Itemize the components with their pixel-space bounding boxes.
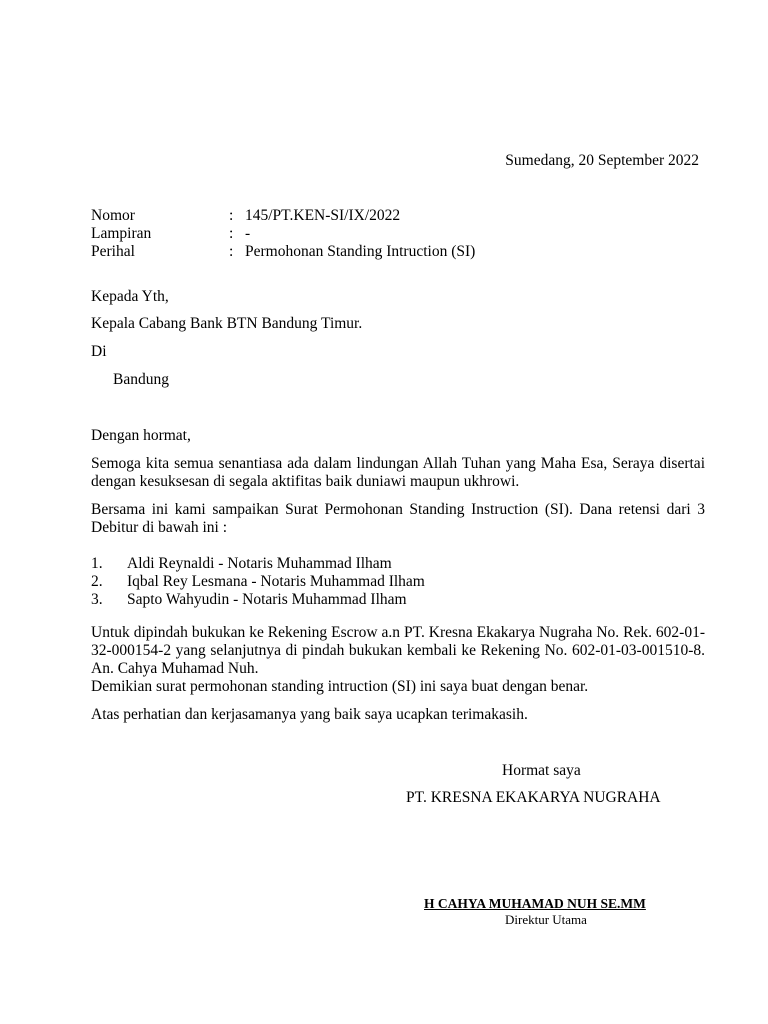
closing-text: Hormat saya: [502, 762, 581, 779]
signer-title: Direktur Utama: [505, 912, 587, 927]
list-number: 2.: [91, 573, 103, 590]
meta-value: -: [245, 225, 251, 242]
recipient-city: Bandung: [113, 371, 169, 388]
paragraph-statement: Demikian surat permohonan standing intruction (SI) ini saya buat dengan benar.: [91, 678, 589, 695]
recipient-name: Kepala Cabang Bank BTN Bandung Timur.: [91, 315, 363, 332]
paragraph-opening: Semoga kita semua senantiasa ada dalam lindungan Allah Tuhan yang Maha Esa, Seraya disertai dengan kesuksesan di segala aktifitas baik duniawi maupun ukhrowi.: [91, 455, 705, 490]
paragraph-request: Bersama ini kami sampaikan Surat Permohonan Standing Instruction (SI). Dana retensi dari 3 Debitur di bawah ini :: [91, 501, 705, 536]
meta-label: Nomor: [91, 207, 135, 224]
list-text: Aldi Reynaldi - Notaris Muhammad Ilham: [127, 555, 392, 572]
meta-label: Lampiran: [91, 225, 152, 242]
place-date: Sumedang, 20 September 2022: [505, 152, 699, 169]
meta-colon: :: [229, 225, 234, 242]
list-number: 1.: [91, 555, 103, 572]
paragraph-transfer: Untuk dipindah bukukan ke Rekening Escrow a.n PT. Kresna Ekakarya Nugraha No. Rek. 602-01-32-000154-2 yang selanjutnya di pindah bukukan kembali ke Rekening No. 602-01-03-001510-8. An. Cahya Muhamad Nuh.: [91, 624, 705, 677]
list-text: Iqbal Rey Lesmana - Notaris Muhammad Ilham: [127, 573, 425, 590]
meta-value: 145/PT.KEN-SI/IX/2022: [245, 207, 401, 224]
meta-colon: :: [229, 207, 234, 224]
meta-label: Perihal: [91, 243, 135, 260]
list-number: 3.: [91, 591, 103, 608]
recipient-greeting: Kepada Yth,: [91, 288, 169, 305]
meta-colon: :: [229, 243, 234, 260]
recipient-di: Di: [91, 343, 107, 360]
list-text: Sapto Wahyudin - Notaris Muhammad Ilham: [127, 591, 407, 608]
paragraph-thanks: Atas perhatian dan kerjasamanya yang baik saya ucapkan terimakasih.: [91, 706, 528, 723]
meta-value: Permohonan Standing Intruction (SI): [245, 243, 476, 260]
signer-name: H CAHYA MUHAMAD NUH SE.MM: [424, 896, 646, 911]
salutation: Dengan hormat,: [91, 427, 191, 444]
company-name: PT. KRESNA EKAKARYA NUGRAHA: [406, 789, 661, 806]
